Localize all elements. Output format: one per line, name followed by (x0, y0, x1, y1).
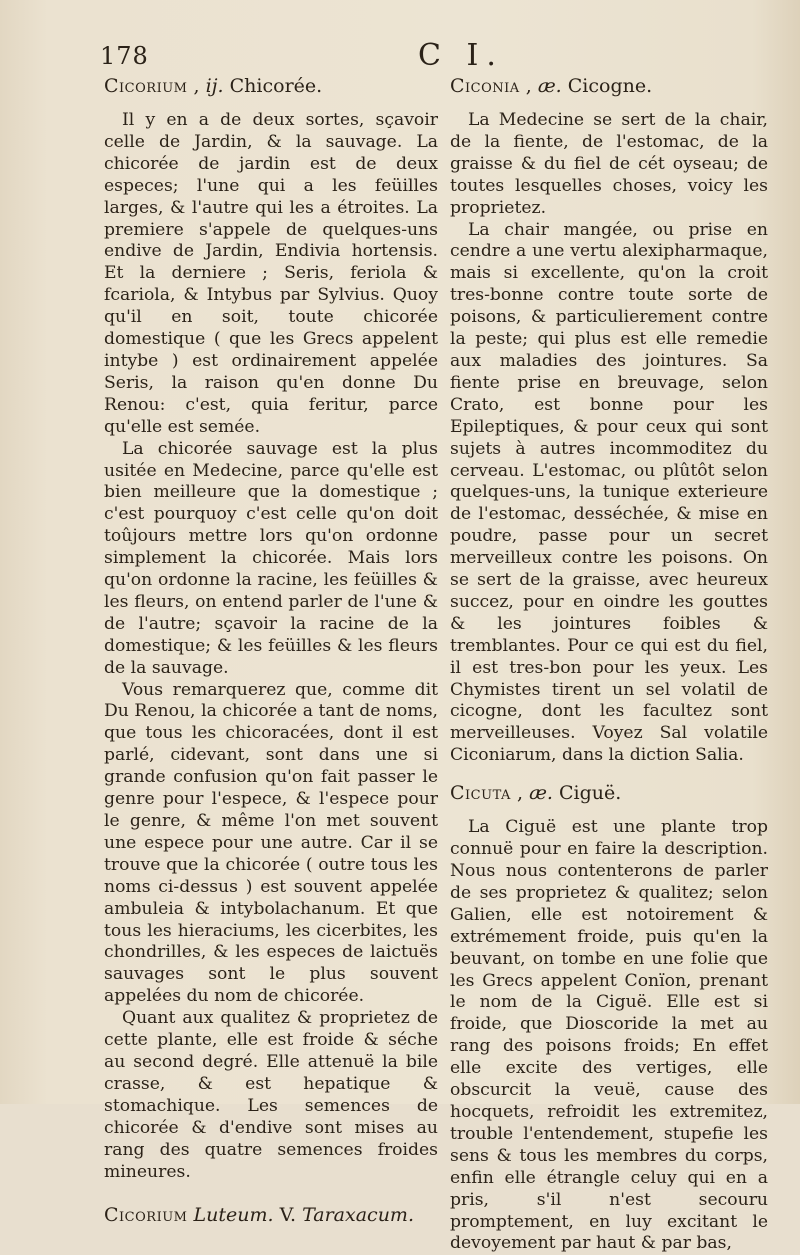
page-number: 178 (100, 42, 149, 70)
entry-heading-cicorium (104, 74, 438, 98)
french-name: Ciguë. (552, 782, 622, 805)
french-name: Cicogne. (561, 75, 653, 97)
paragraph: Vous remarquerez que, comme dit Du Renou, la chicorée a tant de noms, que tous les chicoracées, dont il est parlé, cidevant, sont dans une si grande confusion qu'on fait passer le genre pour l'espece, & l'espece pour le genre, & même l'on met souvent une espece pour une autre. Car il se trouve que la chicorée ( outre tous les noms ci-dessus ) est souvent appelée ambuleia & intybolachanum. Et que tous les hieraciums, les cicerbites, les chondrilles, & les especes de laictuës sauvages sont le plus souvent appelées du nom de chicorée. (104, 679, 438, 1007)
separator: , (519, 75, 538, 97)
crossref-italic: Luteum. (193, 1204, 274, 1227)
crossref-target: Taraxacum. (302, 1204, 414, 1227)
page-header (100, 38, 780, 73)
paragraph: Quant aux qualitez & proprietez de cette plante, elle est froide & séche au second degré. Elle attenuë la bile crasse, & est hepatique & stomachique. Les semences de chicorée & d'endive sont mises au rang des quatre semences froides mineures. (104, 1008, 438, 1182)
entry-heading-cicuta (450, 781, 768, 805)
running-head: C I. (418, 38, 504, 73)
headword: Cicuta (450, 782, 511, 805)
headword: Ciconia (450, 75, 520, 97)
right-column (450, 74, 768, 1255)
declension: æ. (529, 782, 553, 805)
crossref-head: Cicorium (104, 1204, 188, 1227)
crossref-v: V. (273, 1204, 303, 1227)
cross-reference (104, 1203, 438, 1227)
french-name: Chicorée. (223, 75, 323, 97)
separator: , (187, 75, 206, 97)
declension: ij. (205, 75, 224, 97)
separator: , (510, 782, 530, 805)
paragraph: La Medecine se sert de la chair, de la fiente, de l'estomac, de la graisse & du fiel de cét oyseau; de toutes lesquelles choses, voicy les proprietez. (450, 110, 768, 218)
declension: æ. (537, 75, 562, 97)
headword: Cicorium (104, 75, 188, 97)
paragraph: Il y en a de deux sortes, sçavoir celle de Jardin, & la sauvage. La chicorée de jardin est de deux especes; l'une qui a les feüilles larges, & l'autre qui les a étroites. La premiere s'appele de quelques-uns endive de Jardin, Endivia hortensis. Et la derniere ; Seris, feriola & fcariola, & Intybus par Sylvius. Quoy qu'il en soit, toute chicorée domestique ( que les Grecs appelent intybe ) est ordinairement appelée Seris, la raison qu'en donne Du Renou: c'est, quia feritur, parce qu'elle est semée. (104, 110, 438, 437)
paragraph: La Ciguë est une plante trop connuë pour en faire la description. Nous nous contenterons de parler de ses proprietez & qualitez; selon Galien, elle est notoirement & extrémement froide, puis qu'en la beuvant, on tombe en une folie que les Grecs appelent Conïon, prenant le nom de la Ciguë. Elle est si froide, que Dioscoride la met au rang des poisons froids; En effet elle excite des vertiges, elle obscurcit la veuë, cause des hocquets, refroidit les extremitez, trouble l'entendement, stupefie les sens & tous les membres du corps, enfin elle étrangle celuy qui en a pris, s'il n'est secouru promptement, en luy excitant le devoyement par haut & par bas, (450, 817, 768, 1254)
left-column (104, 74, 438, 1227)
entry-heading-ciconia (450, 74, 768, 98)
paragraph: La chair mangée, ou prise en cendre a une vertu alexipharmaque, mais si excellente, qu'on la croit tres-bonne contre toute sorte de poisons, & particulierement contre la peste; qui plus est elle remedie aux maladies des jointures. Sa fiente prise en breuvage, selon Crato, est bonne pour les Epileptiques, & pour ceux qui sont sujets à autres incommoditez du cerveau. L'estomac, ou plûtôt selon quelques-uns, la tunique exterieure de l'estomac, desséchée, & mise en poudre, passe pour un secret merveilleux contre les poisons. On se sert de la graisse, avec heureux succez, pour en oindre les gouttes & les jointures foibles & tremblantes. Pour ce qui est du fiel, il est tres-bon pour les yeux. Les Chymistes tirent un sel volatil de cicogne, dont les facultez sont merveilleuses. Voyez Sal volatile Ciconiarum, dans la diction Salia. (450, 219, 768, 766)
paragraph: La chicorée sauvage est la plus usitée en Medecine, parce qu'elle est bien meilleure que la domestique ; c'est pourquoy c'est celle qu'on doit toûjours mettre lors qu'on ordonne simplement la chicorée. Mais lors qu'on ordonne la racine, les feüilles & les fleurs, on entend parler de l'une & de l'autre; sçavoir la racine de la domestique; & les feüilles & les fleurs de la sauvage. (104, 438, 438, 678)
